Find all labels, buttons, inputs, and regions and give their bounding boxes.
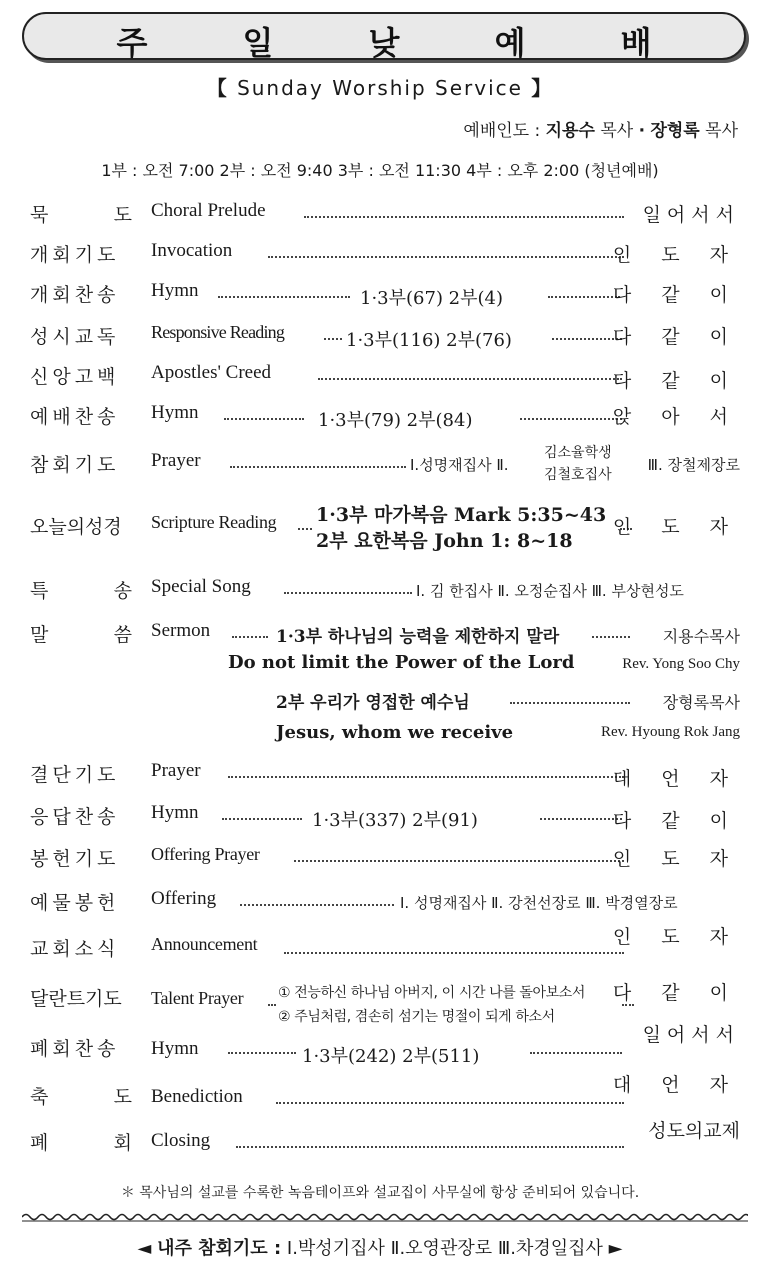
scripture-line-1: 1·3부 마가복음 Mark 5:35~43: [316, 504, 607, 526]
order-item-ko: 봉헌기도: [30, 848, 120, 870]
order-item-ko: 성시교독: [30, 326, 120, 348]
order-item-ko: 참회기도: [30, 454, 120, 476]
order-item-en: Hymn: [151, 402, 199, 423]
leader-dots: [510, 702, 630, 704]
order-item-responsible: 다 같 이: [612, 326, 740, 348]
order-item-ko: 묵 도: [30, 204, 132, 226]
order-item-responsible: 다 같 이: [612, 982, 740, 1004]
leader-dots: [222, 818, 302, 820]
leader-dots: [218, 296, 350, 298]
leader-dots: [304, 216, 624, 218]
leader-dots: [284, 592, 412, 594]
leader-dots: [592, 636, 630, 638]
subtitle-text: Sunday Worship Service: [237, 76, 523, 100]
preacher-2-name: 장형록목사: [662, 693, 740, 712]
order-item-en: Hymn: [151, 280, 199, 301]
talent-prayer-line-2: ② 주님처럼, 겸손히 섬기는 명절이 되게 하소서: [278, 1009, 555, 1025]
leaders-label: 예배인도 :: [463, 121, 541, 141]
order-item-responsible: 성도의교제: [648, 1120, 740, 1142]
order-item-ko: 특 송: [30, 580, 132, 602]
next-week-label: 내주 참회기도 :: [157, 1238, 282, 1259]
title-banner: [22, 12, 746, 60]
arrow-left-icon: ◄: [137, 1238, 152, 1259]
order-item-ko: 신앙고백: [30, 366, 120, 388]
prayer-leaders: Ⅰ.성명재집사 Ⅱ.: [410, 456, 509, 474]
bracket-close: 】: [531, 76, 554, 100]
bracket-open: 【: [206, 76, 229, 100]
order-item-ko: 응답찬송: [30, 806, 120, 828]
order-item-ko: 개회찬송: [30, 284, 120, 306]
order-item-responsible: 앉 아 서: [612, 406, 740, 428]
arrow-right-icon: ►: [608, 1238, 623, 1259]
leader-dots: [318, 378, 622, 380]
prayer-leader-3: Ⅲ. 장철제장로: [647, 456, 740, 474]
order-item-en: Apostles' Creed: [151, 362, 272, 383]
page-title: 주 일 낮 예 배: [116, 24, 694, 62]
wave-divider: [22, 1212, 748, 1222]
order-item-ko: 예물봉헌: [30, 892, 120, 914]
order-item-en: Scripture Reading: [151, 512, 277, 532]
order-item-en: Invocation: [151, 240, 233, 261]
leader-dots: [236, 1146, 624, 1148]
hymn-numbers: 1·3부(337) 2부(91): [312, 810, 478, 831]
hymn-numbers: 1·3부(79) 2부(84): [318, 410, 473, 431]
leader-dots: [520, 418, 622, 420]
order-item-ko: 오늘의성경: [30, 516, 122, 538]
order-item-ko: 개회기도: [30, 244, 120, 266]
order-item-en: Hymn: [151, 1038, 199, 1059]
leader-dots: [540, 818, 622, 820]
hymn-numbers: 1·3부(67) 2부(4): [360, 288, 504, 309]
order-item-en: Hymn: [151, 802, 199, 823]
talent-prayer-line-1: ① 전능하신 하나님 아버지, 이 시간 나를 돌아보소서: [278, 985, 586, 1001]
leader-separator: ·: [638, 121, 646, 141]
order-item-en: Benediction: [151, 1086, 243, 1107]
leader-dots: [268, 1004, 276, 1006]
scripture-line-2: 2부 요한복음 John 1: 8~18: [316, 530, 573, 552]
order-item-responsible: 인 도 자: [612, 926, 740, 948]
order-item-en: Prayer: [151, 450, 201, 471]
leader-dots: [224, 418, 304, 420]
order-item-responsible: 다 같 이: [612, 810, 740, 832]
special-song-singers: Ⅰ. 김 한집사 Ⅱ. 오정순집사 Ⅲ. 부상현성도: [416, 582, 684, 600]
leader-1-name: 지용수: [545, 121, 595, 141]
order-item-en: Special Song: [151, 576, 251, 597]
order-item-en: Offering Prayer: [151, 844, 260, 864]
order-item-en: Prayer: [151, 760, 201, 781]
leader-2-name: 장형록: [650, 121, 700, 141]
leader-dots: [276, 1102, 624, 1104]
service-times: 1부 : 오전 7:00 2부 : 오전 9:40 3부 : 오전 11:30 4부 : 오후 2:00 (청년예배): [101, 161, 659, 180]
order-item-responsible: 다 같 이: [612, 370, 740, 392]
order-item-ko: 교회소식: [30, 938, 120, 960]
leader-dots: [268, 256, 624, 258]
order-item-en: Responsive Reading: [151, 322, 285, 342]
order-item-ko: 예배찬송: [30, 406, 120, 428]
leader-2-title: 목사: [705, 121, 738, 141]
leader-dots: [228, 1052, 296, 1054]
sermon-2-title-en: Jesus, whom we receive: [276, 722, 514, 743]
preacher-1-name-en: Rev. Yong Soo Chy: [622, 656, 740, 672]
preacher-2-name-en: Rev. Hyoung Rok Jang: [600, 724, 740, 740]
offering-ushers: Ⅰ. 성명재집사 Ⅱ. 강천선장로 Ⅲ. 박경열장로: [400, 894, 678, 912]
next-week-names: Ⅰ.박성기집사 Ⅱ.오영관장로 Ⅲ.차경일집사: [286, 1238, 603, 1259]
subtitle: [0, 72, 760, 101]
tape-note: ＊ 목사님의 설교를 수록한 녹음테이프와 설교집이 사무실에 항상 준비되어 있습니다.: [120, 1185, 640, 1201]
leader-dots: [324, 338, 342, 340]
order-item-responsible: 일어서서: [642, 204, 740, 226]
sermon-2-title: 2부 우리가 영접한 예수님: [276, 693, 470, 713]
prayer-leader-2b: 김철호집사: [544, 467, 612, 483]
order-item-responsible: 대 언 자: [612, 768, 740, 790]
order-item-en: Announcement: [151, 934, 258, 954]
order-item-responsible: 인 도 자: [612, 848, 740, 870]
leader-dots: [530, 1052, 622, 1054]
preacher-1-name: 지용수목사: [662, 627, 740, 646]
order-item-ko: 달란트기도: [30, 988, 122, 1010]
order-item-en: Closing: [151, 1130, 211, 1151]
leader-dots: [228, 776, 624, 778]
order-item-en: Offering: [151, 888, 217, 909]
order-item-en: Talent Prayer: [151, 988, 244, 1008]
leader-dots: [548, 296, 620, 298]
order-item-responsible: 대 언 자: [612, 1074, 740, 1096]
sermon-1-title-en: Do not limit the Power of the Lord: [228, 652, 575, 673]
order-item-en: Sermon: [151, 620, 211, 641]
leader-1-title: 목사: [600, 121, 634, 141]
worship-leaders: [463, 116, 738, 141]
leader-dots: [294, 860, 624, 862]
hymn-numbers: 1·3부(242) 2부(511): [302, 1046, 480, 1067]
order-item-responsible: 다 같 이: [612, 284, 740, 306]
order-item-responsible: 인 도 자: [612, 244, 740, 266]
sermon-1-title: 1·3부 하나님의 능력을 제한하지 말라: [276, 627, 560, 647]
prayer-leader-2a: 김소율학생: [544, 445, 612, 461]
order-item-en: Choral Prelude: [151, 200, 266, 221]
order-item-ko: 축 도: [30, 1086, 132, 1108]
order-item-responsible: 일어서서: [642, 1024, 740, 1046]
leader-dots: [298, 528, 312, 530]
order-item-ko: 말 씀: [30, 624, 132, 646]
order-item-ko: 폐 회: [30, 1132, 132, 1154]
leader-dots: [240, 904, 394, 906]
leader-dots: [552, 338, 622, 340]
order-item-ko: 폐회찬송: [30, 1038, 120, 1060]
reading-numbers: 1·3부(116) 2부(76): [346, 330, 512, 351]
leader-dots: [284, 952, 624, 954]
leader-dots: [232, 636, 268, 638]
leader-dots: [230, 466, 406, 468]
order-item-ko: 결단기도: [30, 764, 120, 786]
next-week-prayer: [0, 1234, 760, 1260]
order-item-responsible: 인 도 자: [612, 516, 740, 538]
